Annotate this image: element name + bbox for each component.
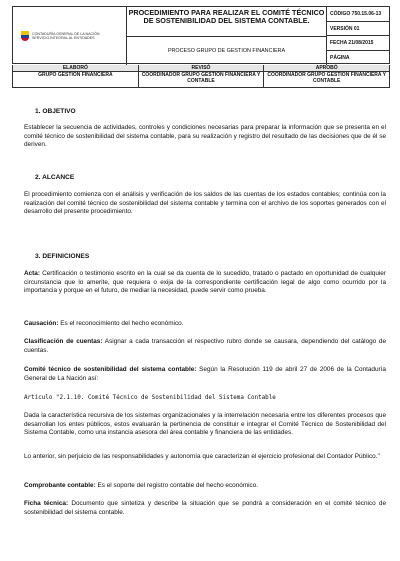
header-table bbox=[12, 6, 390, 64]
definition-text: Documento que sintetiza y describe la situación que se pondrá a consideración en el comité técnico de sostenibilidad del sistema contable. bbox=[24, 500, 387, 516]
approval-header-elaboro: ELABORÓ bbox=[13, 65, 139, 71]
definition-ficha bbox=[24, 500, 386, 517]
definition-clasificacion bbox=[24, 338, 386, 355]
approval-header-row bbox=[13, 65, 389, 72]
code-field: CÓDIGO 750.15.06-13 bbox=[327, 7, 390, 22]
definition-term: Acta: bbox=[24, 270, 40, 277]
anterior-text: Lo anterior, sin perjuicio de las responsabilidades y autonomía que caracterizan el ejercicio profesional del Contador Público." bbox=[24, 453, 380, 460]
definition-comprobante bbox=[24, 482, 386, 491]
logo-cell bbox=[13, 7, 127, 65]
definition-causacion bbox=[24, 320, 386, 329]
definition-term: Clasificación de cuentas: bbox=[24, 338, 103, 345]
approval-value-reviso: COORDINADOR GRUPO GESTION FINANCIERA Y CONTABLE bbox=[139, 72, 265, 87]
logo-text-line-2: SERVICIO INTEGRAL AL ENTIDADES bbox=[32, 36, 95, 40]
definition-comite bbox=[24, 366, 386, 383]
section-heading-objetivo: 1. OBJETIVO bbox=[35, 108, 76, 115]
logo-text-line-1: CONTADURÍA GENERAL DE LA NACIÓN bbox=[32, 31, 100, 36]
definition-term: Comité técnico de sostenibilidad del sistema contable: bbox=[24, 366, 197, 373]
approval-header-aprobo: APROBÓ bbox=[264, 65, 389, 71]
logo-text bbox=[32, 32, 100, 41]
version-field: VERSIÓN 01 bbox=[327, 22, 390, 37]
definition-term: Ficha técnica: bbox=[24, 500, 69, 507]
approval-value-elaboro: GRUPO GESTION FINANCIERA bbox=[13, 72, 139, 87]
logo bbox=[21, 31, 100, 41]
definition-text: Asignar a cada transacción el respectivo rubro donde se causara, dependiendo del catálogo de cuentas. bbox=[24, 338, 387, 354]
definition-text: Es el soporte del registro contable del hecho económico. bbox=[95, 482, 259, 489]
definition-term: Causación: bbox=[24, 320, 59, 327]
page-field: PÁGINA bbox=[330, 54, 350, 61]
definition-text: Es el reconocimiento del hecho económico. bbox=[58, 320, 184, 327]
definition-text: Certificación o testimonio escrito en la cual se da cuenta de lo sucedido, tratado o pactado en oportunidad de cualquier circunstancia que lo amerite, que requiera o exija de la correspondiente certificación legal de algo como ocurrido por la importancia y porque en el futuro, de mediar la necesidad, puede servir como prueba. bbox=[24, 270, 386, 295]
dada-text: Dada la característica recursiva de los sistemas organizacionales y la interrelación necesaria entre los diferentes procesos que desarrollan los entes públicos, estos evaluarán la pertinencia de constituir e integrar el Comité Técnico de Sostenibilidad del Sistema Contable, como una instancia asesora del área contable y financiera de las entidades. bbox=[24, 412, 386, 437]
date-field: FECHA 21/08/2015 bbox=[327, 36, 390, 51]
approval-header-reviso: REVISÓ bbox=[139, 65, 265, 71]
definition-term: Comprobante contable: bbox=[24, 482, 96, 489]
approval-table bbox=[12, 65, 390, 88]
section-heading-alcance: 2. ALCANCE bbox=[35, 174, 75, 181]
process-name: PROCESO GRUPO DE GESTION FINANCIERA bbox=[127, 37, 327, 65]
document-title: PROCEDIMIENTO PARA REALIZAR EL COMITÉ TÉCNICO DE SOSTENIBILIDAD DEL SISTEMA CONTABLE. bbox=[127, 7, 327, 37]
approval-value-aprobo: COORDINADOR GRUPO GESTION FINANCIERA Y CONTABLE bbox=[267, 72, 386, 84]
definition-acta bbox=[24, 270, 386, 296]
alcance-text: El procedimiento comienza con el análisis y verificación de los saldos de las cuentas de los estados contables; continúa con la realización del comité técnico de sostenibilidad del sistema contable y termina con el archivo de los soportes generados con el desarrollo del presente procedimiento. bbox=[24, 191, 386, 216]
definition-text: Según la Resolución 119 de abril 27 de 2006 de la Contaduría General de La Nación así: bbox=[24, 366, 386, 382]
meta-column bbox=[327, 7, 390, 65]
approval-value-row bbox=[13, 72, 389, 87]
objetivo-text: Establecer la secuencia de actividades, controles y condiciones necesarias para preparar la información que se presenta en el comité técnico de sostenibilidad del sistema contable, para su realización y registro del resultado de las decisiones que de él se deriven. bbox=[24, 124, 386, 149]
articulo-text: Artículo "2.1.10. Comité Técnico de Sostenibilidad del Sistema Contable bbox=[24, 395, 276, 401]
coat-of-arms-icon bbox=[21, 31, 29, 41]
section-heading-definiciones: 3. DEFINICIONES bbox=[35, 253, 90, 260]
